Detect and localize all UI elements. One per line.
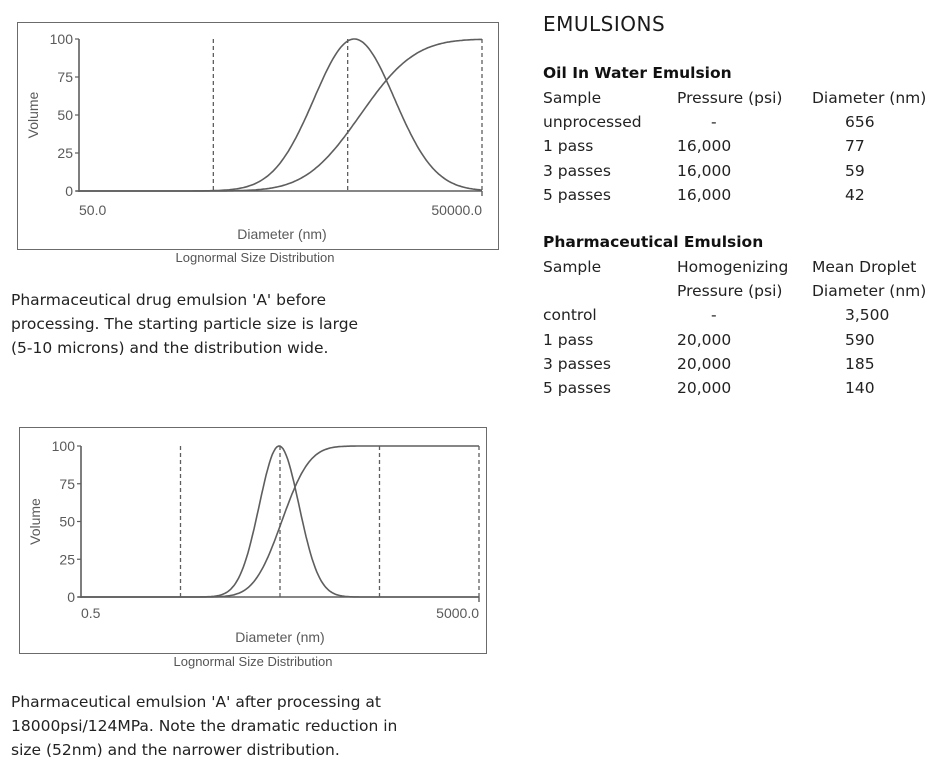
table-row — [543, 110, 941, 134]
table-cell: 77 — [845, 137, 865, 156]
x-axis-label: Diameter (nm) — [237, 226, 327, 242]
y-tick-label: 0 — [67, 589, 75, 605]
caption-line: 18000psi/124MPa. Note the dramatic reduction in — [11, 717, 398, 735]
table-header-row — [543, 279, 941, 303]
caption-line: (5-10 microns) and the distribution wide. — [11, 339, 329, 357]
header-cell: Mean Droplet — [812, 258, 917, 276]
chart-before-subtitle: Lognormal Size Distribution — [175, 250, 335, 265]
caption-line: size (52nm) and the narrower distribution. — [11, 741, 340, 759]
table-header-row — [543, 86, 941, 110]
table-cell: 185 — [845, 354, 875, 373]
table-row — [543, 352, 941, 376]
table-cell: 5 passes — [543, 379, 611, 398]
table-cell: 1 pass — [543, 137, 594, 156]
page-title: EMULSIONS — [543, 12, 666, 36]
chart-after-subtitle: Lognormal Size Distribution — [173, 654, 333, 669]
x-tick-label: 5000.0 — [436, 605, 479, 621]
table-cell: 3,500 — [845, 306, 890, 325]
y-tick-label: 50 — [59, 513, 75, 530]
y-tick-label: 50 — [57, 107, 73, 123]
table-row — [543, 183, 941, 207]
header-cell: Sample — [543, 89, 602, 107]
table-cell: 3 passes — [543, 354, 611, 373]
pharmaceutical-heading: Pharmaceutical Emulsion — [543, 233, 764, 251]
table-row — [543, 303, 941, 327]
table-cell: 16,000 — [677, 161, 732, 180]
table-row — [543, 134, 941, 158]
caption-line: Pharmaceutical emulsion 'A' after processing at — [11, 693, 381, 711]
table-cell: 1 pass — [543, 330, 594, 349]
y-tick-label: 75 — [59, 475, 75, 492]
table-cell: - — [711, 306, 717, 325]
table-cell: 5 passes — [543, 185, 611, 204]
x-axis-label: Diameter (nm) — [235, 629, 325, 645]
table-cell: 656 — [845, 113, 875, 132]
table-cell: 3 passes — [543, 161, 611, 180]
table-cell: 590 — [845, 330, 875, 349]
table-cell: 140 — [845, 379, 875, 398]
x-tick-label: 0.5 — [81, 605, 101, 621]
table-header-row — [543, 255, 941, 279]
table-cell: 42 — [845, 185, 865, 204]
table-cell: 20,000 — [677, 354, 732, 373]
table-cell: 16,000 — [677, 185, 732, 204]
table-cell: 16,000 — [677, 137, 732, 156]
x-tick-label: 50000.0 — [431, 202, 482, 218]
header-cell: Diameter (nm) — [812, 282, 927, 301]
y-tick-label: 100 — [49, 31, 73, 47]
caption-after — [11, 690, 451, 762]
header-cell: Homogenizing — [677, 258, 789, 276]
pharmaceutical-table — [543, 255, 941, 400]
y-tick-label: 75 — [57, 69, 73, 85]
y-tick-label: 25 — [59, 551, 75, 568]
table-row — [543, 328, 941, 352]
table-row — [543, 376, 941, 400]
table-cell: 20,000 — [677, 379, 732, 398]
caption-line: processing. The starting particle size is large — [11, 315, 359, 333]
oil-in-water-table — [543, 86, 941, 207]
caption-line: Pharmaceutical drug emulsion 'A' before — [11, 291, 327, 309]
y-tick-label: 0 — [65, 183, 73, 199]
table-cell: 59 — [845, 161, 865, 180]
oil-in-water-heading: Oil In Water Emulsion — [543, 64, 732, 82]
header-cell: Pressure (psi) — [677, 89, 783, 107]
y-tick-label: 25 — [57, 145, 73, 161]
header-cell: Diameter (nm) — [812, 89, 927, 107]
header-cell: Pressure (psi) — [677, 282, 783, 301]
table-cell: unprocessed — [543, 113, 642, 132]
header-cell: Sample — [543, 258, 602, 276]
x-tick-label: 50.0 — [79, 202, 107, 218]
table-cell: control — [543, 306, 597, 325]
table-row — [543, 159, 941, 183]
y-tick-label: 100 — [51, 438, 75, 454]
y-axis-label: Volume — [27, 498, 43, 545]
header-cell — [543, 279, 677, 303]
y-axis-label: Volume — [25, 91, 41, 139]
table-cell: 20,000 — [677, 330, 732, 349]
table-cell: - — [711, 113, 717, 132]
